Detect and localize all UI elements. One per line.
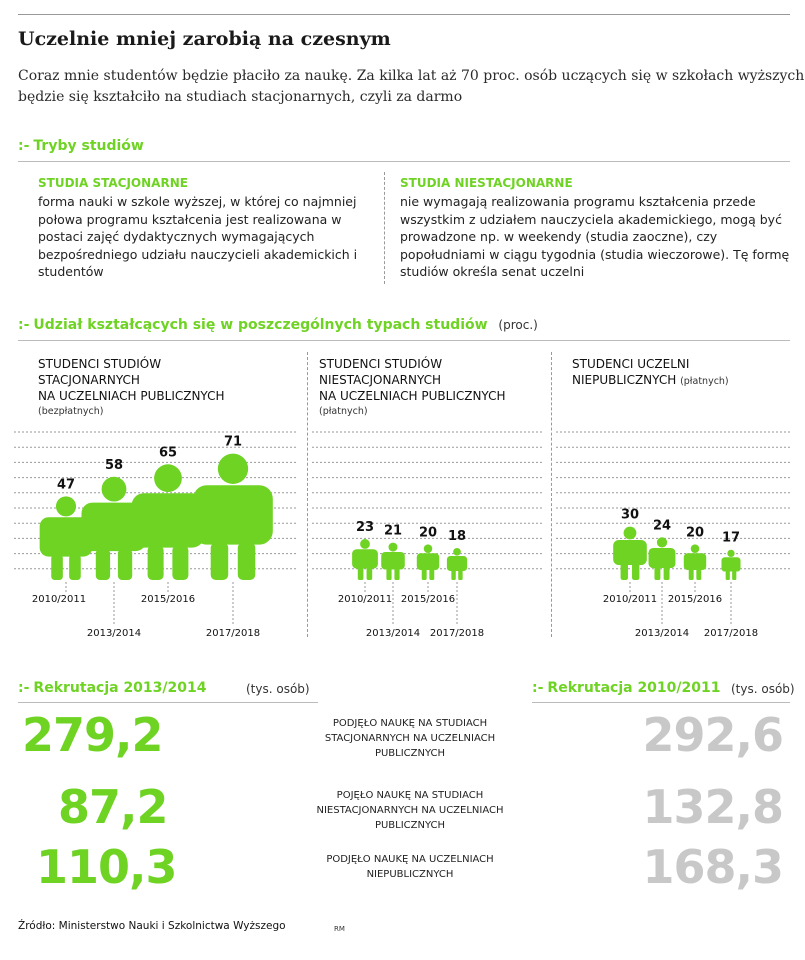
group-1-title-line: STUDENCI STUDIÓW	[38, 357, 162, 371]
recruit-2010-stationary: 292,6	[642, 708, 783, 762]
data-label: 71	[223, 434, 243, 450]
author-tag: RM	[334, 925, 345, 933]
recruit-desc-stationary	[300, 716, 520, 761]
tick-label: 2015/2016	[140, 594, 196, 605]
source-note: Źródło: Ministerstwo Nauki i Szkolnictwa Wyższego	[18, 920, 286, 932]
group-2-title-line: STUDENCI STUDIÓW	[319, 357, 443, 371]
recruit-desc-line: PODJĘŁO NAUKĘ NA UCZELNIACH	[326, 854, 494, 865]
data-label: 58	[104, 457, 124, 473]
marker-icon: :-	[18, 317, 30, 333]
bar-figure	[649, 537, 676, 580]
bar-figure	[352, 539, 378, 580]
marker-icon: :-	[18, 138, 30, 154]
data-label: 23	[355, 520, 375, 536]
recruit-desc-line: PUBLICZNYCH	[374, 748, 446, 759]
recruit-2013-stationary: 279,2	[22, 708, 163, 762]
tick-label: 2015/2016	[400, 594, 456, 605]
recruit-desc-line: PUBLICZNYCH	[374, 820, 446, 831]
data-label: 20	[685, 525, 705, 541]
tick-label: 2010/2011	[337, 594, 393, 605]
lede-text: Coraz mnie studentów będzie płaciło za naukę. Za kilka lat aż 70 proc. osób uczących się w szkołach wyższych będzie się kształciło na studiach stacjonarnych, czyli za darmo	[18, 68, 805, 105]
tick-label: 2017/2018	[205, 628, 261, 639]
bar-figure	[447, 548, 467, 580]
group-3-title-line: STUDENCI UCZELNI	[572, 357, 690, 371]
chart-unit: (proc.)	[498, 318, 538, 332]
group-3-title-text: NIEPUBLICZNYCH	[572, 373, 677, 387]
recruit-left-rule	[18, 702, 318, 703]
mode-nonstationary-title: STUDIA NIESTACJONARNE	[400, 176, 573, 190]
recruit-left-heading	[18, 680, 206, 696]
bar-figure	[613, 527, 647, 580]
group-1-title-line: NA UCZELNIACH PUBLICZNYCH	[38, 389, 225, 403]
recruit-2013-nonstationary: 87,2	[58, 780, 168, 834]
tick-label: 2015/2016	[667, 594, 723, 605]
recruit-desc-line: NIEPUBLICZNYCH	[366, 869, 454, 880]
bar-figure	[193, 454, 273, 580]
recruit-desc-nonpublic	[300, 852, 520, 882]
bar-figure	[684, 544, 706, 580]
mode-stationary-title: STUDIA STACJONARNE	[38, 176, 188, 190]
group-2-title-line: NA UCZELNIACH PUBLICZNYCH	[319, 389, 506, 403]
tick-label: 2013/2014	[634, 628, 690, 639]
group-2-title-line: NIESTACJONARNYCH	[319, 373, 442, 387]
bar-figure	[417, 544, 439, 580]
tick-label: 2013/2014	[86, 628, 142, 639]
tick-label: 2017/2018	[703, 628, 759, 639]
page-title: Uczelnie mniej zarobią na czesnym	[18, 28, 391, 50]
data-label: 65	[158, 445, 178, 461]
tick-label: 2013/2014	[365, 628, 421, 639]
recruit-right-rule	[532, 702, 790, 703]
bar-figure	[381, 543, 405, 580]
mode-stationary-text: forma nauki w szkole wyższej, w której co najmniej połowa programu kształcenia jest realizowana w postaci zajęć dydaktycznych wymagających bezpośredniego udziału nauczycieli akademickich i studentów	[38, 194, 358, 279]
recruit-desc-line: POJĘŁO NAUKĘ NA STUDIACH	[336, 790, 484, 801]
group-1-subtitle: (bezpłatnych)	[38, 406, 104, 417]
recruit-desc-line: STACJONARNYCH NA UCZELNIACH	[324, 733, 496, 744]
tick-label: 2010/2011	[602, 594, 658, 605]
recruit-right-heading	[532, 680, 720, 696]
marker-icon: :-	[532, 680, 544, 696]
group-3-subtitle: (płatnych)	[680, 376, 729, 387]
section-modes-title: Tryby studiów	[33, 138, 144, 154]
recruit-right-title: Rekrutacja 2010/2011	[547, 680, 721, 696]
recruit-2010-nonpublic: 168,3	[642, 840, 783, 894]
recruit-desc-line: PODJĘŁO NAUKĘ NA STUDIACH	[332, 718, 488, 729]
tick-label: 2010/2011	[31, 594, 87, 605]
data-label: 47	[56, 477, 76, 493]
group-2-subtitle: (płatnych)	[319, 406, 368, 417]
chart-title: Udział kształcących się w poszczególnych typach studiów	[33, 317, 488, 333]
data-label: 21	[383, 523, 403, 539]
recruit-desc-nonstationary	[300, 788, 520, 833]
recruit-2010-nonstationary: 132,8	[642, 780, 783, 834]
data-label: 18	[447, 528, 467, 544]
data-label: 30	[620, 507, 640, 523]
data-label: 17	[721, 530, 741, 546]
group-1-title-line: STACJONARNYCH	[38, 373, 140, 387]
bar-figure	[721, 550, 740, 580]
recruit-right-unit: (tys. osób)	[731, 682, 795, 696]
recruit-2013-nonpublic: 110,3	[36, 840, 177, 894]
data-label: 20	[418, 525, 438, 541]
recruit-left-unit: (tys. osób)	[246, 682, 310, 696]
tick-label: 2017/2018	[429, 628, 485, 639]
marker-icon: :-	[18, 680, 30, 696]
data-label: 24	[652, 518, 672, 534]
recruit-left-title: Rekrutacja 2013/2014	[33, 680, 207, 696]
recruit-desc-line: NIESTACJONARNYCH NA UCZELNIACH	[316, 805, 504, 816]
mode-nonstationary-text: nie wymagają realizowania programu kształcenia przede wszystkim z udziałem nauczyciela akademickiego, mogą być prowadzone np. w weekendy (studia zaoczne), czy popołudniami w ciągu tygodnia (studia wieczorowe). Tę formę studiów określa senat uczelni	[400, 194, 790, 279]
